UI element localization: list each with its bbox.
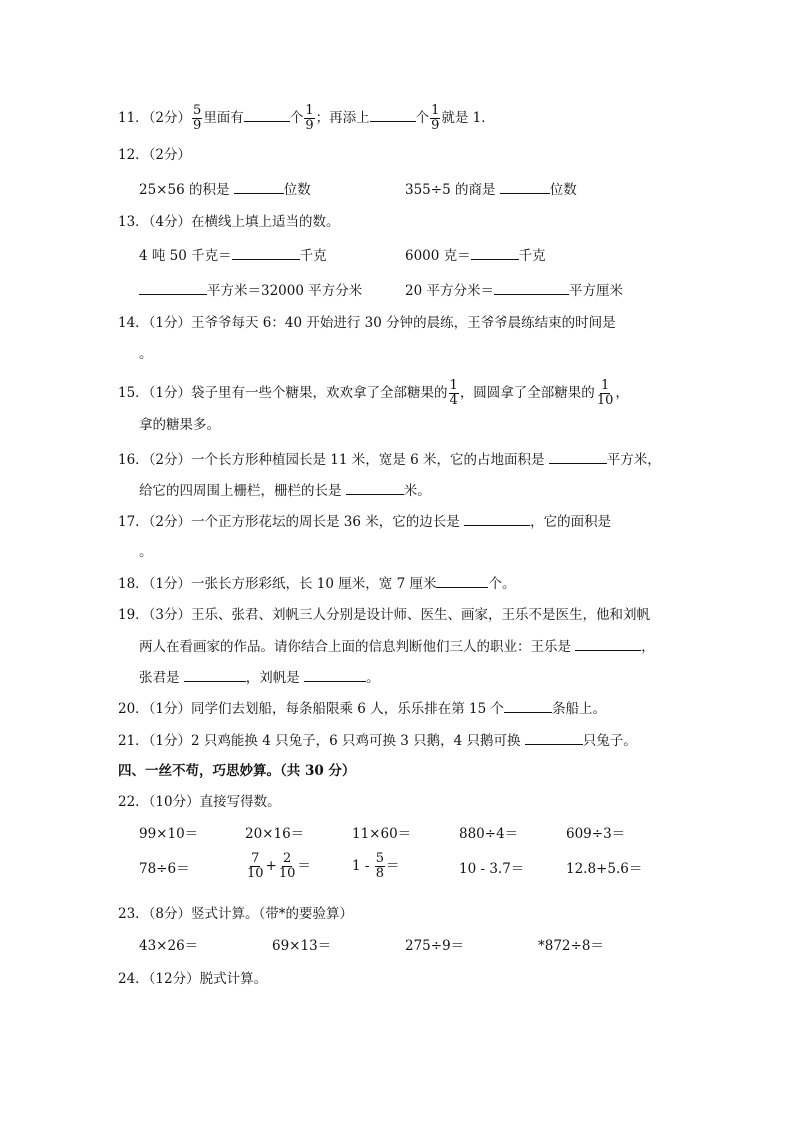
- calc-item: 880÷4＝: [459, 826, 519, 842]
- calc-item: 12.8+5.6＝: [566, 861, 643, 877]
- fraction-one-ninth: [430, 104, 440, 133]
- numerator: 5: [375, 851, 385, 866]
- text: 个: [289, 110, 304, 126]
- text: 千克: [299, 248, 327, 264]
- text: 355÷5 的商是: [405, 182, 500, 198]
- question-12-b: [405, 180, 577, 199]
- answer-blank[interactable]: [436, 574, 488, 588]
- text: 25×56 的积是: [139, 182, 234, 198]
- fraction-five-ninths: [192, 104, 202, 133]
- equals-sign: ＝: [297, 858, 311, 874]
- text: 4 吨 50 千克＝: [139, 248, 232, 264]
- text: ，它的面积是: [530, 514, 612, 530]
- question-13-b: [405, 246, 546, 265]
- answer-blank[interactable]: [504, 699, 552, 713]
- answer-blank[interactable]: [184, 668, 246, 682]
- vertical-calc-item: 275÷9＝: [405, 938, 465, 954]
- text: 20．（1分）同学们去划船，每条船限乘 6 人，乐乐排在第 15 个: [118, 701, 504, 717]
- answer-blank[interactable]: [370, 108, 416, 122]
- equals-sign: ＝: [386, 858, 400, 874]
- plus-sign: +: [265, 858, 277, 874]
- calc-item-fraction-sum: [245, 852, 311, 881]
- calc-item-fraction-difference: [352, 852, 400, 881]
- question-number: 11．（2分）: [118, 110, 192, 126]
- question-17-line1: [118, 512, 611, 531]
- question-14-line1: 14．（1分）王爷爷每天 6：40 开始进行 30 分钟的晨练，王爷爷晨练结束的时间是: [118, 315, 616, 331]
- answer-blank[interactable]: [500, 180, 550, 194]
- fraction-one-tenth: [596, 379, 615, 408]
- calc-item: 78÷6＝: [139, 861, 190, 877]
- text: ，: [641, 639, 655, 655]
- text: 。: [139, 346, 153, 362]
- fraction-seven-tenths: [246, 852, 265, 881]
- calc-item: 99×10＝: [139, 826, 199, 842]
- answer-blank[interactable]: [304, 668, 366, 682]
- answer-blank[interactable]: [244, 108, 290, 122]
- question-12-title: 12．（2分）: [118, 147, 192, 163]
- numerator: 1: [449, 378, 458, 393]
- text: 1 -: [352, 858, 374, 874]
- question-13-a: [139, 246, 327, 265]
- text: 只兔子。: [582, 733, 637, 749]
- text: 千克: [518, 248, 546, 264]
- question-23-title: 23．（8分）竖式计算。（带*的要验算）: [118, 906, 354, 922]
- text: ；再添上: [315, 110, 370, 126]
- numerator: 5: [193, 103, 202, 118]
- answer-blank[interactable]: [471, 246, 519, 260]
- calc-item: 10 - 3.7＝: [459, 861, 525, 877]
- text: 15．（1分）袋子里有一些个糖果，欢欢拿了全部糖果的: [118, 385, 448, 401]
- question-22-title: 22．（10分）直接写得数。: [118, 794, 281, 810]
- question-15-line1: [118, 379, 629, 408]
- text: 位数: [549, 182, 577, 198]
- fraction-one-ninth: [304, 104, 314, 133]
- denominator: 9: [193, 118, 202, 133]
- text: 。: [366, 670, 380, 686]
- answer-blank[interactable]: [549, 450, 607, 464]
- fraction-five-eighths: [375, 852, 385, 881]
- denominator: 10: [596, 393, 614, 408]
- answer-blank[interactable]: [139, 281, 207, 295]
- denominator: 8: [375, 866, 385, 881]
- denominator: 4: [449, 393, 458, 408]
- calc-item: 20×16＝: [245, 826, 305, 842]
- text: 给它的四周围上栅栏，栅栏的长是: [139, 483, 346, 499]
- numerator: 7: [251, 851, 260, 866]
- question-14-line2: [139, 345, 153, 363]
- fraction-two-tenths: [278, 852, 297, 881]
- calc-item: 11×60＝: [352, 826, 412, 842]
- answer-blank[interactable]: [464, 512, 530, 526]
- question-19-line2: [139, 637, 655, 656]
- text: ，刘帆是: [245, 670, 305, 686]
- text: 16．（2分）一个长方形种植园长是 11 米，宽是 6 米，它的占地面积是: [118, 452, 549, 468]
- text: ，: [615, 385, 629, 401]
- answer-blank[interactable]: [525, 731, 583, 745]
- text: 个。: [488, 576, 516, 592]
- vertical-calc-item: *872÷8＝: [538, 938, 604, 954]
- numerator: 1: [600, 378, 610, 393]
- question-15-line2: 拿的糖果多。: [139, 417, 220, 433]
- question-17-line2: 。: [139, 544, 153, 560]
- text: 两人在看画家的作品。请你结合上面的信息判断他们三人的职业：王乐是: [139, 639, 576, 655]
- text: 位数: [283, 182, 311, 198]
- answer-blank[interactable]: [494, 281, 569, 295]
- text: 个: [415, 110, 430, 126]
- answer-blank[interactable]: [234, 180, 284, 194]
- question-16-line1: [118, 450, 661, 469]
- fraction-one-quarter: [449, 379, 459, 408]
- text: 平方米＝32000 平方分米: [207, 283, 363, 299]
- section-four-heading: 四、一丝不苟，巧思妙算。（共 30 分）: [118, 763, 356, 779]
- text: 17．（2分）一个正方形花坛的周长是 36 米，它的边长是: [118, 514, 465, 530]
- numerator: 1: [431, 103, 440, 118]
- answer-blank[interactable]: [575, 637, 641, 651]
- answer-blank[interactable]: [346, 481, 404, 495]
- text: 米。: [403, 483, 431, 499]
- question-16-line2: [139, 481, 431, 500]
- question-13-c: [139, 281, 362, 300]
- text: 里面有: [203, 110, 244, 126]
- calc-item: 609÷3＝: [566, 826, 626, 842]
- text: ，圆圆拿了全部糖果的: [459, 385, 595, 401]
- text: 21．（1分）2 只鸡能换 4 只兔子，6 只鸡可换 3 只鹅，4 只鹅可换: [118, 733, 525, 749]
- denominator: 10: [278, 866, 296, 881]
- denominator: 10: [247, 866, 264, 881]
- text: 6000 克＝: [405, 248, 471, 264]
- answer-blank[interactable]: [232, 246, 300, 260]
- question-19-line1: 19．（3分）王乐、张君、刘帆三人分别是设计师、医生、画家，王乐不是医生，他和刘帆: [118, 607, 651, 623]
- numerator: 1: [305, 103, 314, 118]
- text: 平方厘米: [568, 283, 623, 299]
- denominator: 9: [431, 118, 440, 133]
- question-24-title: 24．（12分）脱式计算。: [118, 971, 268, 987]
- text: 张君是: [139, 670, 184, 686]
- text: 20 平方分米＝: [405, 283, 494, 299]
- question-18: [118, 574, 515, 593]
- text: 就是 1．: [441, 110, 495, 126]
- question-19-line3: [139, 668, 380, 687]
- numerator: 2: [282, 851, 292, 866]
- denominator: 9: [305, 118, 314, 133]
- text: 条船上。: [551, 701, 606, 717]
- question-20: [118, 699, 606, 718]
- question-13-title: 13．（4分）在横线上填上适当的数。: [118, 214, 340, 230]
- question-13-d: [405, 281, 623, 300]
- vertical-calc-item: 43×26＝: [139, 938, 199, 954]
- question-11: [118, 104, 495, 133]
- question-12-a: [139, 180, 311, 199]
- text: 平方米，: [606, 452, 661, 468]
- question-21: [118, 731, 637, 750]
- text: 18．（1分）一张长方形彩纸，长 10 厘米，宽 7 厘米: [118, 576, 437, 592]
- vertical-calc-item: 69×13＝: [272, 938, 332, 954]
